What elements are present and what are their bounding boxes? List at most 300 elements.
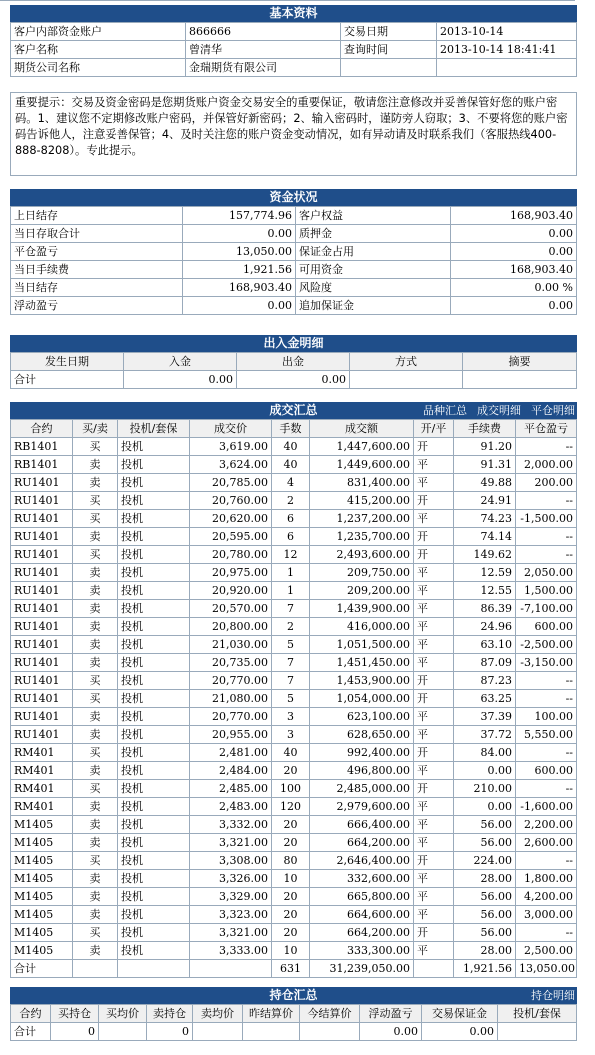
- openclose-cell: 开: [414, 780, 454, 798]
- side-cell: 买: [73, 672, 118, 690]
- price-cell: 20,770.00: [190, 672, 272, 690]
- lots-cell: 20: [272, 906, 310, 924]
- field-label: 交易日期: [341, 23, 437, 41]
- lots-cell: 3: [272, 726, 310, 744]
- hedge-cell: 投机: [118, 744, 190, 762]
- lots-cell: 20: [272, 924, 310, 942]
- lots-cell: 7: [272, 600, 310, 618]
- pnl-cell: 2,050.00: [516, 564, 577, 582]
- fee-cell: 0.00: [454, 762, 516, 780]
- price-cell: 21,080.00: [190, 690, 272, 708]
- hedge-cell: 投机: [118, 618, 190, 636]
- hedge-cell: 投机: [118, 438, 190, 456]
- openclose-cell: 平: [414, 510, 454, 528]
- table-row: [11, 564, 577, 582]
- fee-cell: 49.88: [454, 474, 516, 492]
- fund-label: 浮动盈亏: [11, 297, 183, 315]
- amount-cell: 664,200.00: [310, 834, 414, 852]
- side-cell: 卖: [73, 582, 118, 600]
- trades-total-row: [11, 960, 577, 978]
- price-cell: 20,920.00: [190, 582, 272, 600]
- amount-cell: 496,800.00: [310, 762, 414, 780]
- column-header: 卖持仓: [147, 1005, 193, 1023]
- pnl-cell: --: [516, 780, 577, 798]
- side-cell: 卖: [73, 528, 118, 546]
- link-variety-summary[interactable]: 品种汇总: [423, 404, 467, 417]
- table-row: [11, 942, 577, 960]
- amount-cell: 2,979,600.00: [310, 798, 414, 816]
- pnl-cell: -1,600.00: [516, 798, 577, 816]
- table-row: [11, 798, 577, 816]
- hedge-cell: 投机: [118, 888, 190, 906]
- hedge-cell: 投机: [118, 636, 190, 654]
- fee-cell: 91.31: [454, 456, 516, 474]
- contract-cell: RM401: [11, 744, 73, 762]
- field-label: 客户名称: [11, 41, 186, 59]
- funds-row: [11, 279, 577, 297]
- lots-cell: 7: [272, 672, 310, 690]
- lots-cell: 1: [272, 564, 310, 582]
- pnl-cell: --: [516, 438, 577, 456]
- fee-cell: 56.00: [454, 888, 516, 906]
- price-cell: 20,955.00: [190, 726, 272, 744]
- table-row: [11, 438, 577, 456]
- amount-cell: 664,600.00: [310, 906, 414, 924]
- pnl-cell: --: [516, 492, 577, 510]
- fund-value: 168,903.40: [183, 279, 296, 297]
- total-cell: [99, 1023, 147, 1041]
- total-cell: [300, 1023, 360, 1041]
- amount-cell: 416,000.00: [310, 618, 414, 636]
- fund-value: 13,050.00: [183, 243, 296, 261]
- cashflow-header-row: [11, 353, 577, 371]
- price-cell: 2,484.00: [190, 762, 272, 780]
- total-cell: [498, 1023, 577, 1041]
- pnl-cell: 200.00: [516, 474, 577, 492]
- table-row: [11, 618, 577, 636]
- side-cell: 卖: [73, 654, 118, 672]
- side-cell: 卖: [73, 942, 118, 960]
- openclose-cell: 平: [414, 762, 454, 780]
- fund-value: 0.00: [183, 297, 296, 315]
- fund-label: 可用资金: [296, 261, 451, 279]
- openclose-cell: 平: [414, 906, 454, 924]
- column-header: 方式: [350, 353, 463, 371]
- funds-section: [10, 189, 577, 315]
- table-row: [11, 906, 577, 924]
- column-header: 投机/套保: [118, 420, 190, 438]
- side-cell: 卖: [73, 906, 118, 924]
- field-value: 曾清华: [186, 41, 341, 59]
- total-cell: 1,921.56: [454, 960, 516, 978]
- pnl-cell: 5,550.00: [516, 726, 577, 744]
- basic-info-table: [10, 22, 577, 77]
- side-cell: 卖: [73, 618, 118, 636]
- fund-value: 157,774.96: [183, 207, 296, 225]
- lots-cell: 120: [272, 798, 310, 816]
- fund-value: 0.00: [451, 243, 577, 261]
- pnl-cell: 100.00: [516, 708, 577, 726]
- hedge-cell: 投机: [118, 600, 190, 618]
- table-row: [11, 672, 577, 690]
- column-header: 合约: [11, 420, 73, 438]
- amount-cell: 1,447,600.00: [310, 438, 414, 456]
- pnl-cell: -1,500.00: [516, 510, 577, 528]
- pnl-cell: 1,800.00: [516, 870, 577, 888]
- lots-cell: 6: [272, 510, 310, 528]
- side-cell: 买: [73, 780, 118, 798]
- contract-cell: M1405: [11, 924, 73, 942]
- pnl-cell: --: [516, 672, 577, 690]
- hedge-cell: 投机: [118, 474, 190, 492]
- total-cell: [73, 960, 118, 978]
- notice-text: 重要提示：交易及资金密码是您期货账户资金交易安全的重要保证，敬请您注意修改并妥善保管好您的账户密码。1、建议您不定期修改账户密码，并保管好新密码；2、输入密码时，谨防旁人窃取；3、不要将您的账户密码告诉他人，注意妥善保管；4、及时关注您的账户资金变动情况，如有异动请及时联系我们（客服热线400-888-8208）。专此提示。: [10, 92, 577, 176]
- basic-info-row: [11, 23, 577, 41]
- field-value: 2013-10-14 18:41:41: [437, 41, 577, 59]
- openclose-cell: 开: [414, 438, 454, 456]
- hedge-cell: 投机: [118, 528, 190, 546]
- positions-header: [10, 987, 577, 1004]
- price-cell: 3,321.00: [190, 834, 272, 852]
- fee-cell: 56.00: [454, 834, 516, 852]
- hedge-cell: 投机: [118, 834, 190, 852]
- link-trade-detail[interactable]: 成交明细: [477, 404, 521, 417]
- pnl-cell: --: [516, 546, 577, 564]
- pnl-cell: -7,100.00: [516, 600, 577, 618]
- lots-cell: 1: [272, 582, 310, 600]
- column-header: 手数: [272, 420, 310, 438]
- column-header: 买/卖: [73, 420, 118, 438]
- contract-cell: RM401: [11, 798, 73, 816]
- price-cell: 3,321.00: [190, 924, 272, 942]
- price-cell: 2,483.00: [190, 798, 272, 816]
- pnl-cell: 2,600.00: [516, 834, 577, 852]
- lots-cell: 5: [272, 636, 310, 654]
- table-row: [11, 582, 577, 600]
- side-cell: 卖: [73, 870, 118, 888]
- table-row: [11, 744, 577, 762]
- price-cell: 20,735.00: [190, 654, 272, 672]
- field-value: [437, 59, 577, 77]
- hedge-cell: 投机: [118, 492, 190, 510]
- lots-cell: 20: [272, 816, 310, 834]
- price-cell: 3,308.00: [190, 852, 272, 870]
- price-cell: 21,030.00: [190, 636, 272, 654]
- openclose-cell: 平: [414, 834, 454, 852]
- side-cell: 卖: [73, 798, 118, 816]
- side-cell: 买: [73, 924, 118, 942]
- side-cell: 卖: [73, 834, 118, 852]
- table-row: [11, 456, 577, 474]
- side-cell: 买: [73, 690, 118, 708]
- link-position-detail[interactable]: 持仓明细: [531, 989, 575, 1002]
- contract-cell: RU1401: [11, 708, 73, 726]
- notice-section: [10, 92, 577, 176]
- lots-cell: 12: [272, 546, 310, 564]
- amount-cell: 623,100.00: [310, 708, 414, 726]
- fund-label: 当日手续费: [11, 261, 183, 279]
- fund-label: 当日结存: [11, 279, 183, 297]
- contract-cell: RM401: [11, 780, 73, 798]
- total-cell: [190, 960, 272, 978]
- side-cell: 买: [73, 438, 118, 456]
- price-cell: 2,485.00: [190, 780, 272, 798]
- link-close-detail[interactable]: 平仓明细: [531, 404, 575, 417]
- total-cell: 0.00: [237, 371, 350, 389]
- openclose-cell: 平: [414, 870, 454, 888]
- fee-cell: 56.00: [454, 816, 516, 834]
- column-header: 买持仓: [51, 1005, 99, 1023]
- contract-cell: M1405: [11, 870, 73, 888]
- contract-cell: M1405: [11, 942, 73, 960]
- pnl-cell: 1,500.00: [516, 582, 577, 600]
- field-label: 客户内部资金账户: [11, 23, 186, 41]
- contract-cell: M1405: [11, 906, 73, 924]
- contract-cell: RU1401: [11, 492, 73, 510]
- hedge-cell: 投机: [118, 654, 190, 672]
- trades-header-row: [11, 420, 577, 438]
- lots-cell: 3: [272, 708, 310, 726]
- top-border: [0, 0, 595, 4]
- side-cell: 卖: [73, 456, 118, 474]
- side-cell: 买: [73, 852, 118, 870]
- positions-table: [10, 1004, 577, 1041]
- basic-info-row: [11, 59, 577, 77]
- contract-cell: RU1401: [11, 582, 73, 600]
- lots-cell: 20: [272, 762, 310, 780]
- hedge-cell: 投机: [118, 726, 190, 744]
- total-cell: 合计: [11, 960, 73, 978]
- column-header: 卖均价: [193, 1005, 243, 1023]
- openclose-cell: 平: [414, 798, 454, 816]
- side-cell: 卖: [73, 888, 118, 906]
- table-row: [11, 510, 577, 528]
- fund-value: 0.00: [451, 225, 577, 243]
- amount-cell: 1,449,600.00: [310, 456, 414, 474]
- fee-cell: 37.39: [454, 708, 516, 726]
- lots-cell: 6: [272, 528, 310, 546]
- pnl-cell: --: [516, 924, 577, 942]
- openclose-cell: 平: [414, 636, 454, 654]
- openclose-cell: 平: [414, 888, 454, 906]
- field-value: 2013-10-14: [437, 23, 577, 41]
- total-cell: 0: [51, 1023, 99, 1041]
- column-header: 入金: [124, 353, 237, 371]
- fee-cell: 84.00: [454, 744, 516, 762]
- price-cell: 3,333.00: [190, 942, 272, 960]
- contract-cell: RB1401: [11, 456, 73, 474]
- pnl-cell: --: [516, 690, 577, 708]
- side-cell: 卖: [73, 636, 118, 654]
- cashflow-total-row: [11, 371, 577, 389]
- funds-row: [11, 261, 577, 279]
- lots-cell: 4: [272, 474, 310, 492]
- fee-cell: 86.39: [454, 600, 516, 618]
- positions-title: 持仓汇总: [269, 988, 318, 1002]
- column-header: 发生日期: [11, 353, 124, 371]
- price-cell: 3,329.00: [190, 888, 272, 906]
- openclose-cell: 开: [414, 744, 454, 762]
- side-cell: 卖: [73, 816, 118, 834]
- hedge-cell: 投机: [118, 762, 190, 780]
- price-cell: 3,624.00: [190, 456, 272, 474]
- contract-cell: RU1401: [11, 510, 73, 528]
- hedge-cell: 投机: [118, 924, 190, 942]
- total-cell: 31,239,050.00: [310, 960, 414, 978]
- contract-cell: RU1401: [11, 564, 73, 582]
- column-header: 今结算价: [300, 1005, 360, 1023]
- openclose-cell: 平: [414, 942, 454, 960]
- funds-table: [10, 206, 577, 315]
- pnl-cell: --: [516, 744, 577, 762]
- trades-table: [10, 419, 577, 978]
- hedge-cell: 投机: [118, 942, 190, 960]
- price-cell: 20,595.00: [190, 528, 272, 546]
- table-row: [11, 654, 577, 672]
- contract-cell: M1405: [11, 852, 73, 870]
- fee-cell: 12.55: [454, 582, 516, 600]
- table-row: [11, 546, 577, 564]
- contract-cell: RU1401: [11, 474, 73, 492]
- funds-row: [11, 207, 577, 225]
- fee-cell: 74.14: [454, 528, 516, 546]
- column-header: 浮动盈亏: [360, 1005, 422, 1023]
- openclose-cell: 平: [414, 726, 454, 744]
- positions-header-row: [11, 1005, 577, 1023]
- fund-label: 上日结存: [11, 207, 183, 225]
- amount-cell: 628,650.00: [310, 726, 414, 744]
- openclose-cell: 开: [414, 672, 454, 690]
- side-cell: 卖: [73, 564, 118, 582]
- price-cell: 20,780.00: [190, 546, 272, 564]
- price-cell: 20,620.00: [190, 510, 272, 528]
- price-cell: 20,760.00: [190, 492, 272, 510]
- lots-cell: 20: [272, 834, 310, 852]
- fee-cell: 91.20: [454, 438, 516, 456]
- contract-cell: RU1401: [11, 618, 73, 636]
- funds-row: [11, 243, 577, 261]
- fee-cell: 28.00: [454, 870, 516, 888]
- amount-cell: 665,800.00: [310, 888, 414, 906]
- fee-cell: 63.25: [454, 690, 516, 708]
- hedge-cell: 投机: [118, 906, 190, 924]
- lots-cell: 10: [272, 870, 310, 888]
- fee-cell: 28.00: [454, 942, 516, 960]
- amount-cell: 1,237,200.00: [310, 510, 414, 528]
- pnl-cell: 2,000.00: [516, 456, 577, 474]
- pnl-cell: --: [516, 528, 577, 546]
- pnl-cell: -2,500.00: [516, 636, 577, 654]
- price-cell: 20,975.00: [190, 564, 272, 582]
- hedge-cell: 投机: [118, 546, 190, 564]
- pnl-cell: 2,200.00: [516, 816, 577, 834]
- fee-cell: 0.00: [454, 798, 516, 816]
- basic-info-header: 基本资料: [10, 5, 577, 22]
- hedge-cell: 投机: [118, 708, 190, 726]
- table-row: [11, 528, 577, 546]
- total-cell: 0.00: [124, 371, 237, 389]
- contract-cell: RB1401: [11, 438, 73, 456]
- hedge-cell: 投机: [118, 798, 190, 816]
- price-cell: 3,619.00: [190, 438, 272, 456]
- pnl-cell: 2,500.00: [516, 942, 577, 960]
- trades-header: [10, 402, 577, 419]
- column-header: 摘要: [463, 353, 577, 371]
- fee-cell: 87.23: [454, 672, 516, 690]
- table-row: [11, 492, 577, 510]
- total-cell: 0: [147, 1023, 193, 1041]
- amount-cell: 1,453,900.00: [310, 672, 414, 690]
- table-row: [11, 780, 577, 798]
- column-header: 开/平: [414, 420, 454, 438]
- table-row: [11, 690, 577, 708]
- fund-value: 168,903.40: [451, 207, 577, 225]
- table-row: [11, 726, 577, 744]
- amount-cell: 2,493,600.00: [310, 546, 414, 564]
- fund-label: 保证金占用: [296, 243, 451, 261]
- cashflow-table: [10, 352, 577, 389]
- price-cell: 20,785.00: [190, 474, 272, 492]
- price-cell: 2,481.00: [190, 744, 272, 762]
- lots-cell: 100: [272, 780, 310, 798]
- amount-cell: 1,051,500.00: [310, 636, 414, 654]
- fee-cell: 37.72: [454, 726, 516, 744]
- table-row: [11, 762, 577, 780]
- column-header: 成交额: [310, 420, 414, 438]
- fee-cell: 63.10: [454, 636, 516, 654]
- pnl-cell: 4,200.00: [516, 888, 577, 906]
- contract-cell: RU1401: [11, 636, 73, 654]
- hedge-cell: 投机: [118, 816, 190, 834]
- basic-info-row: [11, 41, 577, 59]
- column-header: 昨结算价: [243, 1005, 300, 1023]
- hedge-cell: 投机: [118, 780, 190, 798]
- contract-cell: RU1401: [11, 672, 73, 690]
- hedge-cell: 投机: [118, 870, 190, 888]
- total-cell: 合计: [11, 371, 124, 389]
- fund-label: 风险度: [296, 279, 451, 297]
- table-row: [11, 636, 577, 654]
- field-value: 866666: [186, 23, 341, 41]
- side-cell: 卖: [73, 726, 118, 744]
- fee-cell: 56.00: [454, 906, 516, 924]
- lots-cell: 2: [272, 492, 310, 510]
- contract-cell: RU1401: [11, 690, 73, 708]
- pnl-cell: 600.00: [516, 762, 577, 780]
- lots-cell: 10: [272, 942, 310, 960]
- contract-cell: M1405: [11, 888, 73, 906]
- lots-cell: 2: [272, 618, 310, 636]
- cashflow-header: 出入金明细: [10, 335, 577, 352]
- side-cell: 买: [73, 744, 118, 762]
- contract-cell: RU1401: [11, 600, 73, 618]
- positions-total-row: [11, 1023, 577, 1041]
- side-cell: 卖: [73, 474, 118, 492]
- price-cell: 20,800.00: [190, 618, 272, 636]
- side-cell: 买: [73, 546, 118, 564]
- openclose-cell: 平: [414, 456, 454, 474]
- amount-cell: 209,200.00: [310, 582, 414, 600]
- openclose-cell: 开: [414, 528, 454, 546]
- amount-cell: 1,054,000.00: [310, 690, 414, 708]
- hedge-cell: 投机: [118, 852, 190, 870]
- contract-cell: RU1401: [11, 654, 73, 672]
- amount-cell: 2,646,400.00: [310, 852, 414, 870]
- pnl-cell: --: [516, 852, 577, 870]
- total-cell: 合计: [11, 1023, 51, 1041]
- amount-cell: 209,750.00: [310, 564, 414, 582]
- field-value: 金瑞期货有限公司: [186, 59, 341, 77]
